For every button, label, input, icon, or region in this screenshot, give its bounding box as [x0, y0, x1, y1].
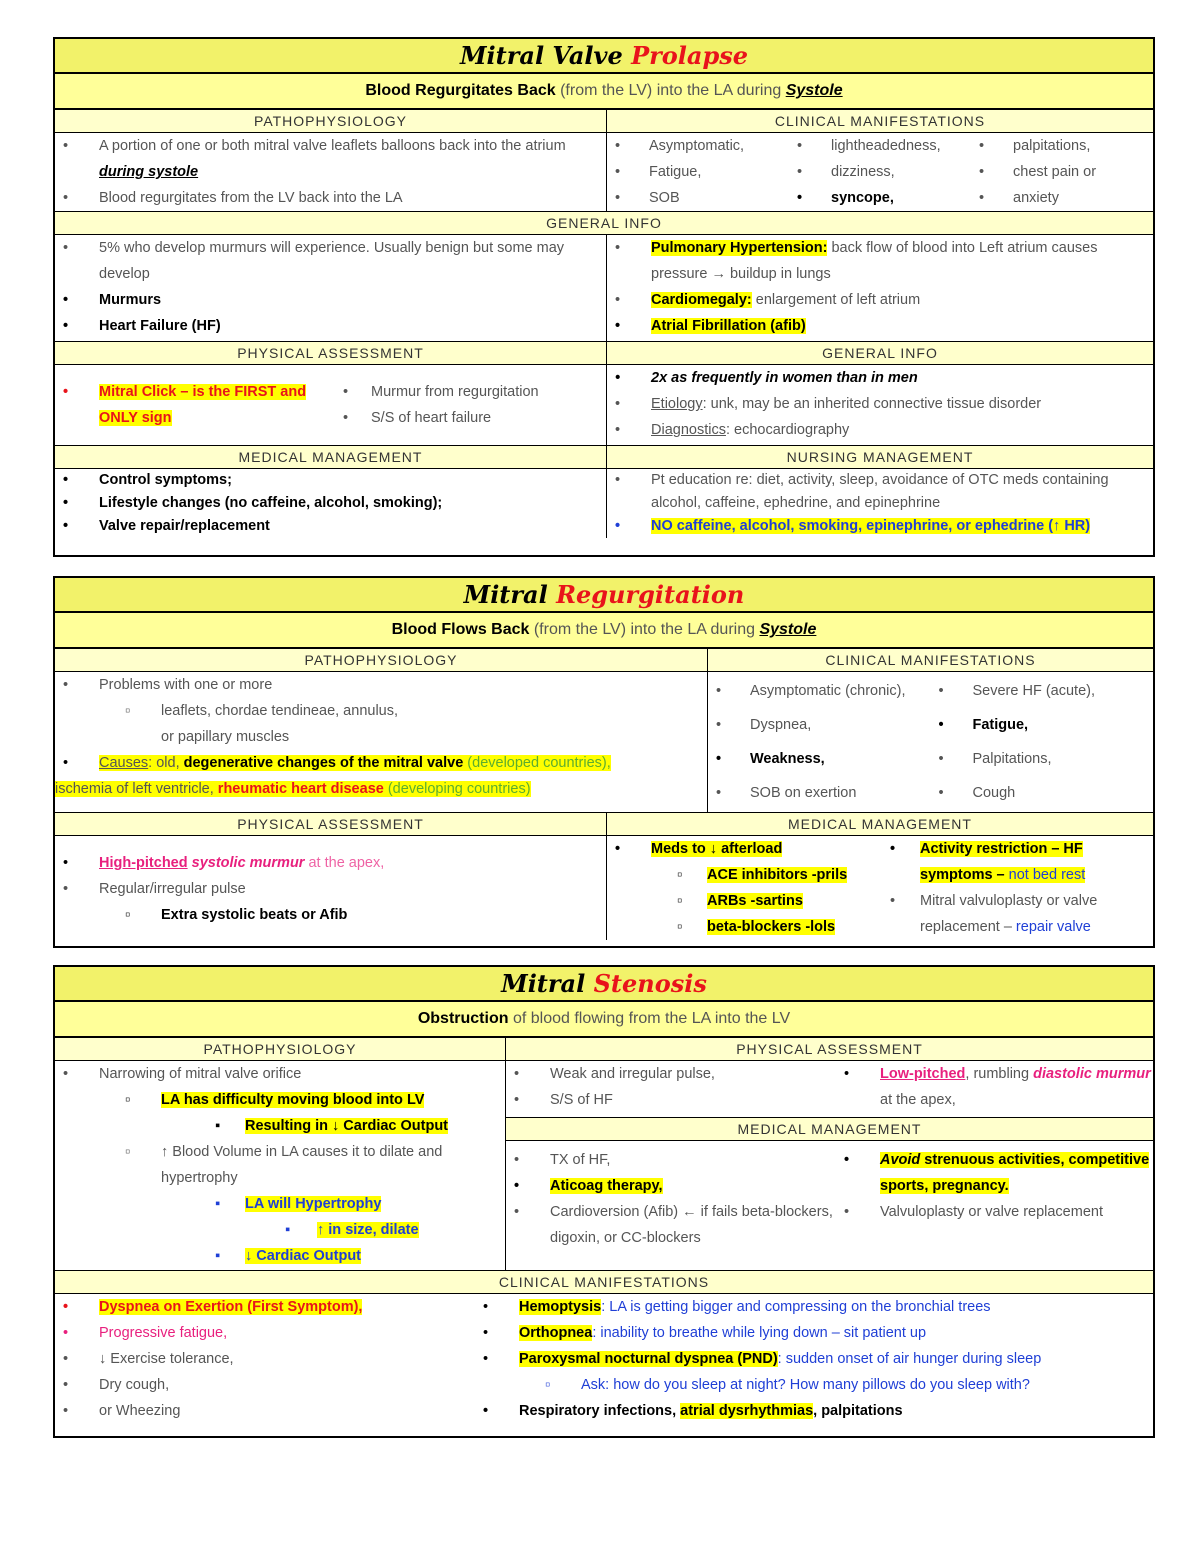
mvp-title: Mitral Valve Prolapse [55, 39, 1153, 74]
mr-clin-item: • Severe HF (acute), [931, 674, 1154, 708]
mr-clin-item: • SOB on exertion [708, 776, 931, 810]
mr-clin-item: • Cough [931, 776, 1154, 810]
mr-med-item: ▫ ARBs -sartins [607, 888, 882, 914]
ms-phys-item: • Low-pitched, rumbling diastolic murmur at the apex, [836, 1061, 1153, 1113]
mvp-med-item: • Control symptoms; [55, 469, 606, 492]
mvp-phys-item: • S/S of heart failure [335, 405, 606, 431]
mvp-clin-item: • chest pain or [971, 159, 1153, 185]
mvp-gen-item: • Atrial Fibrillation (afib) [607, 313, 1153, 339]
ms-patho-item: ▪ ↑ in size, dilate [55, 1217, 505, 1243]
mvp-clin-header: CLINICAL MANIFESTATIONS [607, 110, 1153, 132]
mr-med-header: MEDICAL MANAGEMENT [607, 813, 1153, 835]
ms-subtitle: Obstruction of blood flowing from the LA into the LV [55, 1002, 1153, 1038]
mvp-clin-item: • palpitations, [971, 133, 1153, 159]
ms-clin-item: • Hemoptysis: LA is getting bigger and compressing on the bronchial trees [475, 1294, 1153, 1320]
ms-clin-item: • Progressive fatigue, [55, 1320, 475, 1346]
mvp-patho-item: • Blood regurgitates from the LV back into the LA [55, 185, 606, 211]
mr-clin-item: • Weakness, [708, 742, 931, 776]
ms-clin-item: • Paroxysmal nocturnal dyspnea (PND): sudden onset of air hunger during sleep [475, 1346, 1153, 1372]
ms-clin-item: • ↓ Exercise tolerance, [55, 1346, 475, 1372]
ms-clin-item: • Respiratory infections, atrial dysrhythmias, palpitations [475, 1398, 1153, 1424]
mr-clin-item: • Asymptomatic (chronic), [708, 674, 931, 708]
mvp-clin-item: • lightheadedness, [789, 133, 971, 159]
ms-clin-item: ▫ Ask: how do you sleep at night? How many pillows do you sleep with? [475, 1372, 1153, 1398]
mr-patho-item: ▫ leaflets, chordae tendineae, annulus, [55, 698, 707, 724]
mvp-nurs-header: NURSING MANAGEMENT [607, 446, 1153, 468]
mvp-gen-item: • Cardiomegaly: enlargement of left atrium [607, 287, 1153, 313]
ms-phys-header: PHYSICAL ASSESSMENT [506, 1038, 1153, 1060]
mvp-patho-item: • A portion of one or both mitral valve leaflets balloons back into the atrium during systole [55, 133, 606, 185]
mvp-gen2-item: • Etiology: unk, may be an inherited connective tissue disorder [607, 391, 1153, 417]
mvp-phys-header: PHYSICAL ASSESSMENT [55, 342, 606, 364]
ms-med-item: • Avoid strenuous activities, competitive sports, pregnancy. [836, 1147, 1153, 1199]
ms-patho-header: PATHOPHYSIOLOGY [55, 1038, 505, 1060]
ms-patho-item: ▪ ↓ Cardiac Output [55, 1243, 505, 1269]
mvp-gen2-item: • Diagnostics: echocardiography [607, 417, 1153, 443]
ms-patho-item: • Narrowing of mitral valve orifice [55, 1061, 505, 1087]
mvp-gen-item: • Heart Failure (HF) [55, 313, 606, 339]
ms-phys-item: • Weak and irregular pulse, [506, 1061, 836, 1087]
ms-med-item: • TX of HF, [506, 1147, 836, 1173]
mr-subtitle: Blood Flows Back (from the LV) into the LA during Systole [55, 613, 1153, 649]
mvp-clin-item: • Asymptomatic, [607, 133, 789, 159]
mvp-clin-item: • anxiety [971, 185, 1153, 211]
mr-phys-item: ▫ Extra systolic beats or Afib [55, 902, 606, 928]
mr-patho-header: PATHOPHYSIOLOGY [55, 649, 707, 671]
mvp-gen-item: • 5% who develop murmurs will experience. Usually benign but some may develop [55, 235, 606, 287]
ms-clin-item: • Orthopnea: inability to breathe while lying down – sit patient up [475, 1320, 1153, 1346]
mr-med-item: • Activity restriction – HF symptoms – not bed rest [882, 836, 1153, 888]
mr-med-item: • Mitral valvuloplasty or valve replacement – repair valve [882, 888, 1153, 940]
mvp-clin-item: • Fatigue, [607, 159, 789, 185]
mr-phys-item: • High-pitched systolic murmur at the apex, [55, 850, 606, 876]
ms-med-item: • Cardioversion (Afib) ← if fails beta-blockers, digoxin, or CC-blockers [506, 1199, 836, 1251]
mr-patho-item: or papillary muscles [161, 729, 290, 745]
mvp-phys-item: • Mitral Click – is the FIRST and ONLY sign [55, 379, 335, 431]
mvp-med-header: MEDICAL MANAGEMENT [55, 446, 606, 468]
mr-clin-header: CLINICAL MANIFESTATIONS [708, 649, 1153, 671]
mr-card [53, 576, 1155, 948]
mvp-gen-header: GENERAL INFO [55, 212, 1153, 235]
mvp-clin-item: • syncope, [789, 185, 971, 211]
ms-med-item: • Aticoag therapy, [506, 1173, 836, 1199]
mvp-patho-header: PATHOPHYSIOLOGY [55, 110, 606, 132]
mr-clin-item: • Fatigue, [931, 708, 1154, 742]
ms-clin-item: • Dry cough, [55, 1372, 475, 1398]
ms-clin-header: CLINICAL MANIFESTATIONS [55, 1271, 1153, 1294]
ms-patho-item: ▪ LA will Hypertrophy [55, 1191, 505, 1217]
mvp-phys-item: • Murmur from regurgitation [335, 379, 606, 405]
mr-clin-item: • Dyspnea, [708, 708, 931, 742]
ms-clin-item: • or Wheezing [55, 1398, 475, 1424]
ms-patho-item: ▪ Resulting in ↓ Cardiac Output [55, 1113, 505, 1139]
ms-patho-item: ▫ LA has difficulty moving blood into LV [55, 1087, 505, 1113]
mvp-gen-item: • Murmurs [55, 287, 606, 313]
ms-med-item: • Valvuloplasty or valve replacement [836, 1199, 1153, 1225]
mvp-med-item: • Lifestyle changes (no caffeine, alcohol, smoking); [55, 492, 606, 515]
ms-card [53, 965, 1155, 1438]
mvp-med-item: • Valve repair/replacement [55, 515, 606, 538]
mvp-gen2-header: GENERAL INFO [607, 342, 1153, 364]
mr-patho-item: • Problems with one or more [55, 672, 707, 698]
mvp-clin-item: • SOB [607, 185, 789, 211]
ms-patho-item: ▫ ↑ Blood Volume in LA causes it to dilate and hypertrophy [55, 1139, 505, 1191]
mvp-card [53, 37, 1155, 557]
ms-phys-item: • S/S of HF [506, 1087, 836, 1113]
mvp-nurs-item: • NO caffeine, alcohol, smoking, epinephrine, or ephedrine (↑ HR) [607, 515, 1153, 538]
mvp-nurs-item: • Pt education re: diet, activity, sleep, avoidance of OTC meds containing alcohol, caffeine, ephedrine, and epinephrine [607, 469, 1153, 515]
mr-patho-item: • Causes: old, degenerative changes of the mitral valve (developed countries), ischemia of left ventricle, rheumatic heart disease (developing countries) [55, 750, 707, 802]
mr-med-item: • Meds to ↓ afterload [607, 836, 882, 862]
mvp-clin-item: • dizziness, [789, 159, 971, 185]
mvp-gen2-item: • 2x as frequently in women than in men [607, 365, 1153, 391]
ms-clin-item: • Dyspnea on Exertion (First Symptom), [55, 1294, 475, 1320]
mvp-gen-item: • Pulmonary Hypertension: back flow of blood into Left atrium causes pressure → buildup in lungs [607, 235, 1153, 287]
mr-med-item: ▫ ACE inhibitors -prils [607, 862, 882, 888]
mr-title: Mitral Regurgitation [55, 578, 1153, 613]
mr-phys-header: PHYSICAL ASSESSMENT [55, 813, 606, 835]
mvp-subtitle: Blood Regurgitates Back (from the LV) into the LA during Systole [55, 74, 1153, 110]
ms-title: Mitral Stenosis [55, 967, 1153, 1002]
mr-med-item: ▫ beta-blockers -lols [607, 914, 882, 940]
mr-phys-item: • Regular/irregular pulse [55, 876, 606, 902]
mr-clin-item: • Palpitations, [931, 742, 1154, 776]
ms-med-header: MEDICAL MANAGEMENT [506, 1118, 1153, 1141]
